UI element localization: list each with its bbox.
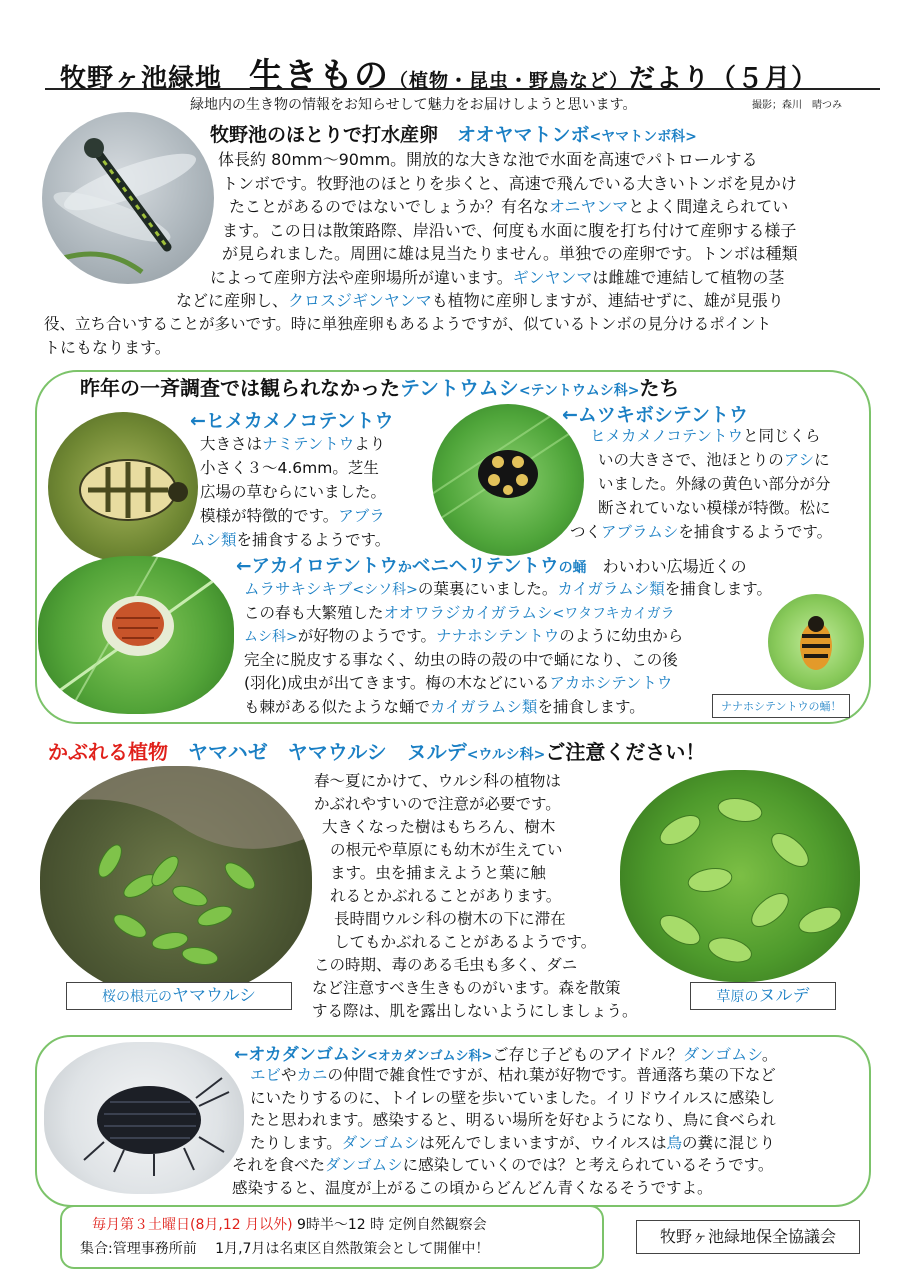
himekame-photo — [48, 412, 198, 562]
text-line — [44, 195, 884, 219]
pillbug-text — [232, 1064, 776, 1199]
text-segment: の葉裏にいました。 — [417, 580, 558, 598]
text-line — [244, 696, 772, 720]
text-segment: が好物のようです。 — [297, 627, 436, 645]
event-schedule — [92, 1214, 487, 1234]
text-line: この時期、毒のある毛虫も多く、ダニ — [314, 956, 578, 974]
intro-text: 緑地内の生き物の情報をお知らせして魅力をお届けしようと思います。 — [190, 97, 637, 113]
text-line — [560, 520, 832, 544]
oowaraji-term: オオワラジカイガラムシ — [383, 603, 553, 622]
aburamushi-term: ムシ類 — [190, 531, 237, 549]
text-line — [190, 528, 390, 552]
event-date: 毎月第３土曜日(8月,12 月以外) — [92, 1217, 293, 1233]
pupa-label: の蛹 — [558, 560, 587, 576]
title-part: 牧野ヶ池緑地 — [60, 64, 250, 94]
text-line: にいたりするのに、トイレの壁を歩いていました。イリドウイルスに感染し — [250, 1088, 776, 1107]
nurude-photo — [620, 770, 860, 982]
text-line: ます。虫を捕まえようと葉に触 — [330, 864, 546, 882]
text-segment: は雌雄で連結して植物の茎 — [592, 267, 785, 287]
yamaurushi-term: ヤマウルシ — [171, 986, 257, 1006]
text-segment: も棘がある似たような蛹で — [244, 697, 431, 716]
ladybird-heading-name: テントウムシ — [400, 376, 519, 400]
yamaurushi-photo — [40, 766, 312, 998]
text-line — [232, 1064, 776, 1087]
pillbug-photo — [44, 1042, 244, 1194]
sumac-family: <ウルシ科> — [466, 747, 546, 763]
himekame-title: ←ヒメカメノコテントウ — [190, 410, 394, 432]
photo-credit: 撮影；森川 晴つみ — [752, 100, 842, 111]
text-line: たと思われます。感染すると、明るい場所を好むようになり、鳥に食べられ — [250, 1111, 776, 1129]
kaigara-term: カイガラムシ類 — [557, 580, 665, 598]
text-line: が見られました。周囲に雄は見当たりません。単独での産卵です。トンボは種類 — [222, 244, 798, 263]
kaigara-term: カイガラムシ類 — [430, 697, 538, 716]
pillbug-family: <オカダンゴムシ科> — [366, 1049, 493, 1064]
aburamushi-term: アブラ — [338, 507, 385, 525]
text-line: 完全に脱皮する事なく、幼虫の時の殻の中で蛹になり、この後 — [244, 650, 678, 669]
text-line: 断されていない模様が特徴。松に — [598, 499, 831, 517]
text-line: 体長約 80mm〜90mm。開放的な大きな池で水面を高速でパトロールする — [218, 150, 758, 169]
watafuki-family: ムシ科> — [244, 629, 298, 645]
himekame-text — [190, 432, 390, 552]
text-segment: とよく間違えられてい — [628, 197, 789, 216]
dragonfly-heading — [210, 120, 697, 147]
text-segment: に — [814, 451, 830, 469]
text-line — [44, 266, 884, 290]
mutsuki-text — [560, 424, 832, 544]
text-line: トにもなります。 — [44, 338, 171, 357]
text-segment: この春も大繁殖した — [244, 603, 384, 622]
ginyanma-term: ギンヤンマ — [512, 267, 593, 287]
sumac-species: ヤマハゼ ヤマウルシ ヌルデ — [188, 740, 467, 764]
kurosuji-term: クロスジギンヤンマ — [288, 291, 432, 310]
text-line: 小さく３〜4.6mm。芝生 — [200, 459, 379, 477]
text-line — [232, 1132, 776, 1155]
text-segment: つく — [570, 523, 602, 541]
text-segment: それを食べた — [232, 1156, 326, 1174]
akairo-name: ←アカイロテントウ — [236, 556, 398, 577]
dragonfly-heading-lead: 牧野池のほとりで打水産卵 — [210, 124, 458, 146]
nurude-caption — [690, 982, 836, 1010]
nanahoshi-pupa-photo — [768, 594, 864, 690]
dangomushi-term: ダンゴムシ — [325, 1156, 403, 1174]
text-line — [44, 289, 884, 313]
aburamushi-term: アブラムシ — [601, 523, 679, 541]
text-line — [190, 504, 390, 528]
sumac-text — [300, 770, 638, 1023]
text-segment: や — [281, 1066, 297, 1084]
himekame-term: ヒメカメノコテントウ — [590, 427, 743, 445]
text-segment: の糞に混じり — [682, 1133, 776, 1152]
text-line: など注意すべき生きものがいます。森を散策 — [312, 979, 621, 997]
dragonfly-name: オオヤマトンボ — [457, 124, 590, 146]
ashi-term: アシ — [783, 451, 815, 469]
tori-term: 鳥 — [666, 1133, 683, 1152]
text-line: ます。この日は散策路際、岸沿いで、何度も水面に腹を打ち付けて産卵する様子 — [222, 220, 797, 240]
text-line: する際は、肌を露出しないようにしましょう。 — [312, 1002, 638, 1020]
pillbug-heading — [234, 1040, 778, 1065]
dangomushi-term: ダンゴムシ — [341, 1133, 420, 1152]
text-segment: などに産卵し、 — [176, 291, 289, 310]
sumac-heading — [48, 736, 705, 765]
text-line — [190, 432, 390, 456]
text-segment: 大きさは — [200, 435, 263, 453]
text-segment: は死んでしまいますが、ウイルスは — [419, 1133, 667, 1152]
event-meeting: 集合:管理事務所前 1月,7月は名東区自然散策会として開催中！ — [80, 1241, 490, 1257]
text-line: いました。外縁の黄色い部分が分 — [598, 475, 831, 493]
text-segment: より — [354, 435, 386, 453]
pillbug-tagline: ご存じ子どものアイドル？ — [492, 1045, 683, 1064]
dragonfly-family: <ヤマトンボ科> — [589, 129, 697, 145]
text-line: の根元や草原にも幼木が生えてい — [330, 841, 563, 859]
akairo-text — [244, 578, 772, 719]
akairo-pupa-photo — [38, 556, 234, 714]
nurude-term: ヌルデ — [758, 986, 810, 1006]
text-segment: と同じくら — [743, 427, 821, 445]
nanahoshi-term: ナナホシテントウ — [436, 627, 560, 645]
caption-text: 桜の根元の — [101, 989, 172, 1005]
akairo-connector: か — [397, 560, 412, 576]
text-segment: を捕食します。 — [664, 580, 773, 598]
watafuki-family: <ワタフキカイガラ — [552, 605, 675, 622]
text-segment: に感染していくのでは？と考えられているそうです。 — [402, 1156, 774, 1174]
ladybird-heading — [80, 372, 679, 401]
text-segment: 模様が特徴的です。 — [200, 507, 339, 525]
text-line — [244, 625, 772, 649]
kani-term: カニ — [296, 1066, 328, 1084]
sumac-warning: ご注意ください！ — [545, 740, 706, 764]
pillbug-name: ←オカダンゴムシ — [234, 1045, 367, 1065]
text-segment: (羽化)成虫が出てきます。梅の木などにいる — [244, 674, 550, 692]
dragonfly-text — [44, 148, 884, 360]
text-line: れるとかぶれることがあります。 — [330, 887, 562, 905]
period: 。 — [761, 1045, 778, 1064]
text-line: 大きくなった樹はもちろん、樹木 — [322, 818, 556, 836]
text-segment: の仲間で雑食性ですが、枯れ葉が好物です。普通落ち葉の下など — [327, 1066, 776, 1084]
text-segment: たことがあるのではないでしょうか？有名な — [229, 197, 550, 216]
text-segment: たりします。 — [250, 1133, 342, 1152]
title-main: 生きもの — [249, 56, 390, 96]
location-text: わいわい広場近くの — [586, 557, 747, 576]
text-segment: いの大きさで、池ほとりの — [598, 451, 784, 469]
mutsuki-title: ←ムツキボシテントウ — [562, 404, 748, 426]
text-line: 広場の草むらにいました。 — [200, 483, 387, 501]
title-month: だより（５月） — [629, 64, 819, 94]
sumac-heading-lead: かぶれる植物 — [48, 740, 188, 764]
text-segment: を捕食するようです。 — [678, 523, 833, 541]
oniyanma-term: オニヤンマ — [549, 197, 629, 216]
nanahoshi-caption: ナナホシテントウの蛹！ — [712, 694, 850, 718]
ladybird-heading-end: たち — [639, 376, 680, 400]
caption-text: 草原の — [716, 989, 759, 1005]
murasaki-term: ムラサキシキブ — [244, 580, 353, 598]
ladybird-heading-family: <テントウムシ科> — [518, 383, 640, 399]
ebi-term: エビ — [250, 1066, 282, 1084]
akairo-title — [236, 552, 747, 578]
text-segment: を捕食するようです。 — [236, 531, 391, 549]
text-line — [232, 1154, 776, 1177]
event-time: 9時半〜12 時 定例自然観察会 — [292, 1217, 487, 1233]
text-line — [244, 602, 772, 626]
text-line: してもかぶれることがあるようです。 — [334, 933, 597, 951]
organization-name: 牧野ヶ池緑地保全協議会 — [636, 1220, 860, 1254]
text-line: 春〜夏にかけて、ウルシ科の植物は — [314, 772, 561, 790]
text-line — [244, 672, 772, 696]
text-segment: を捕食します。 — [537, 697, 645, 716]
text-line: トンボです。牧野池のほとりを歩くと、高速で飛んでいる大きいトンボを見かけ — [222, 173, 797, 193]
text-segment: も植物に産卵しますが、連結せずに、雄が見張り — [431, 291, 784, 310]
text-line: 役、立ち合いすることが多いです。時に単独産卵もあるようですが、似ているトンボの見分けるポイント — [44, 314, 772, 333]
text-line — [244, 578, 772, 602]
dangomushi-term: ダンゴムシ — [683, 1045, 762, 1064]
text-line: 感染すると、温度が上がるこの頃からどんどん青くなるそうですよ。 — [232, 1178, 713, 1197]
text-line: かぶれやすいので注意が必要です。 — [314, 795, 561, 813]
title-sub: （植物・昆虫・野鳥など） — [389, 70, 630, 92]
title-divider — [45, 88, 880, 90]
yamaurushi-caption — [66, 982, 292, 1010]
namiten-term: ナミテントウ — [262, 435, 355, 453]
ladybird-heading-lead: 昨年の一斉調査では観られなかった — [80, 376, 400, 400]
text-line: 長時間ウルシ科の樹木の下に滞在 — [334, 910, 566, 928]
text-line — [560, 424, 832, 448]
akahoshi-term: アカホシテントウ — [549, 674, 673, 692]
text-line — [560, 448, 832, 472]
beniheri-name: ベニヘリテントウ — [411, 556, 559, 577]
text-segment: のように幼虫から — [559, 627, 684, 645]
text-segment: によって産卵方法や産卵場所が違います。 — [210, 267, 513, 287]
shiso-family: <シソ科> — [352, 582, 418, 598]
